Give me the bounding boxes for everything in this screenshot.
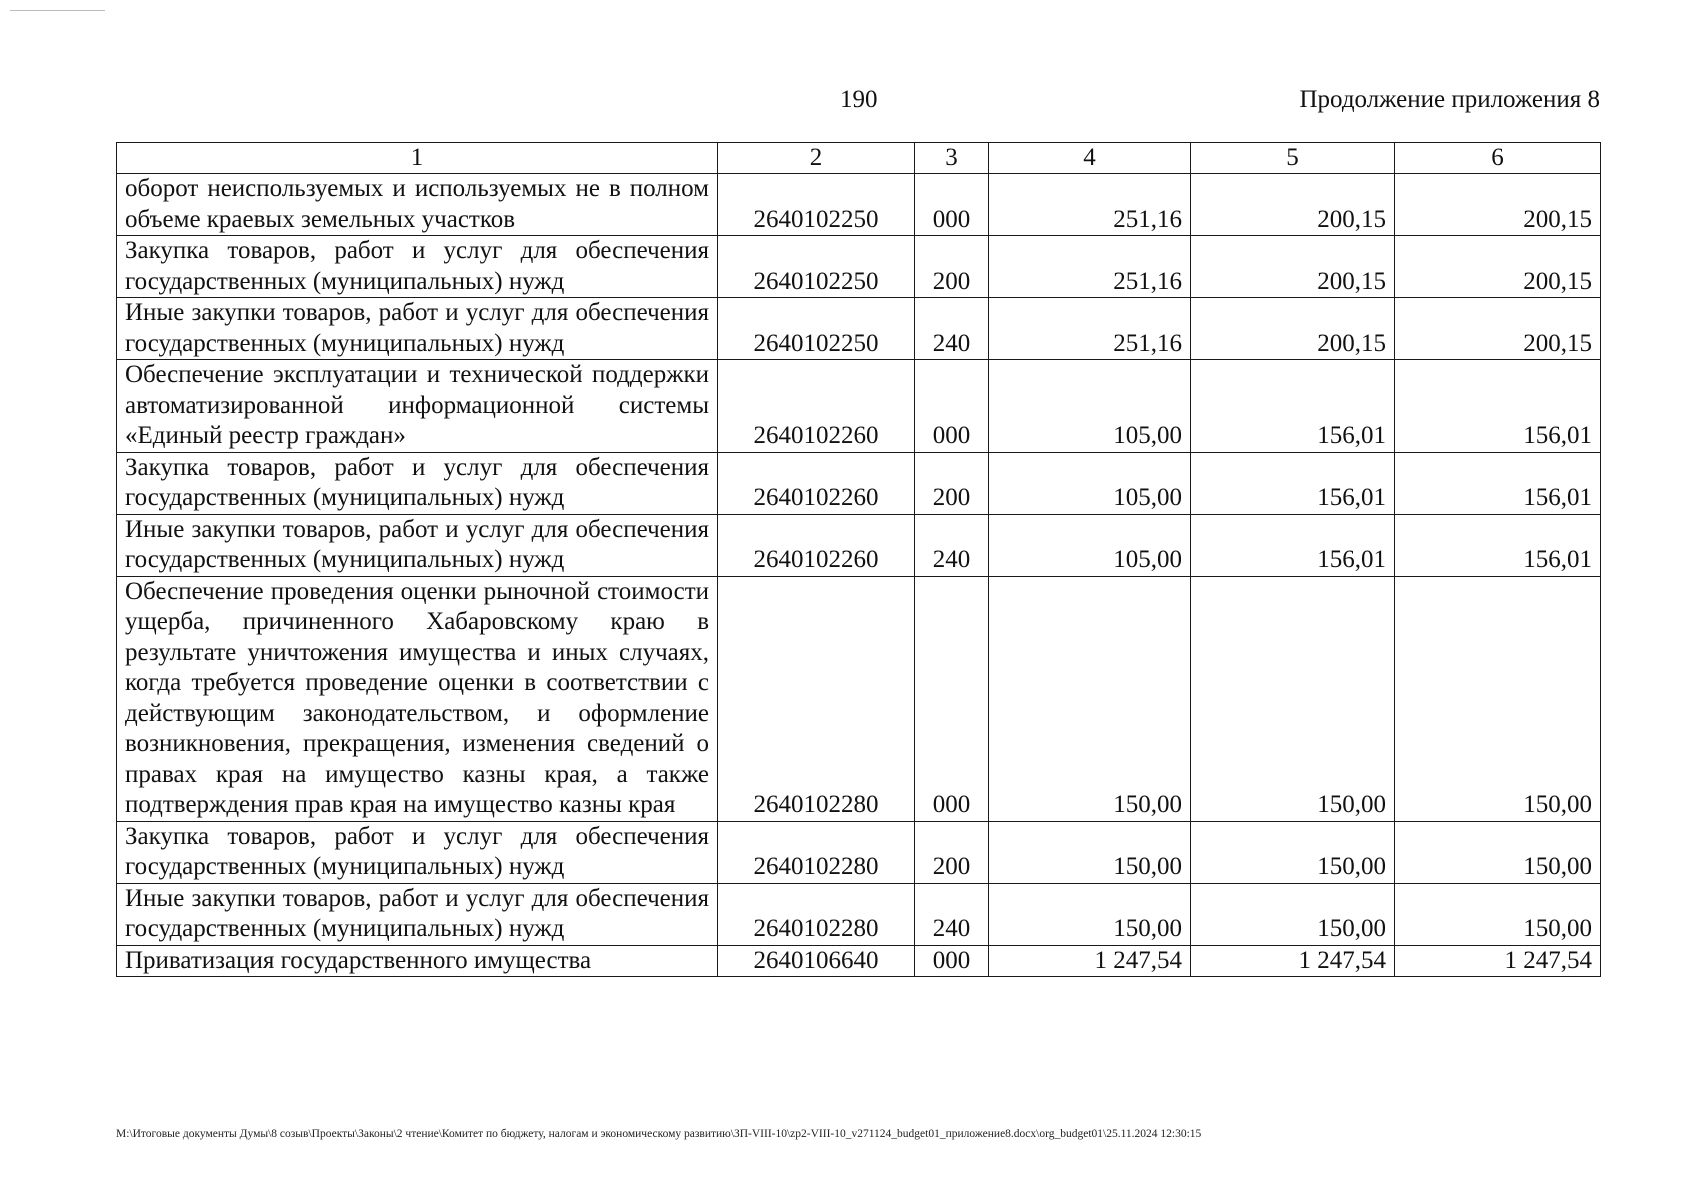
column-header: 3 <box>915 143 989 174</box>
target-article-code: 2640106640 <box>718 945 915 977</box>
amount-col-4: 105,00 <box>989 514 1191 576</box>
target-article-code: 2640102250 <box>718 174 915 236</box>
amount-col-6: 156,01 <box>1395 360 1601 453</box>
table-row <box>117 945 1601 977</box>
amount-col-6: 200,15 <box>1395 236 1601 298</box>
amount-col-4: 105,00 <box>989 360 1191 453</box>
amount-col-6: 150,00 <box>1395 821 1601 883</box>
target-article-code: 2640102260 <box>718 452 915 514</box>
amount-col-6: 156,01 <box>1395 514 1601 576</box>
amount-col-4: 251,16 <box>989 236 1191 298</box>
expense-name: Иные закупки товаров, работ и услуг для обеспечения государственных (муниципальных) нужд <box>117 514 718 576</box>
expense-kind-code: 200 <box>915 452 989 514</box>
column-header: 5 <box>1191 143 1395 174</box>
expense-kind-code: 000 <box>915 360 989 453</box>
target-article-code: 2640102250 <box>718 298 915 360</box>
expense-name: Иные закупки товаров, работ и услуг для обеспечения государственных (муниципальных) нужд <box>117 883 718 945</box>
page-number: 190 <box>840 86 878 113</box>
amount-col-5: 200,15 <box>1191 174 1395 236</box>
amount-col-5: 150,00 <box>1191 576 1395 821</box>
target-article-code: 2640102280 <box>718 821 915 883</box>
amount-col-4: 251,16 <box>989 298 1191 360</box>
target-article-code: 2640102260 <box>718 360 915 453</box>
expense-name: Закупка товаров, работ и услуг для обеспечения государственных (муниципальных) нужд <box>117 821 718 883</box>
amount-col-6: 156,01 <box>1395 452 1601 514</box>
expense-name: Приватизация государственного имущества <box>117 945 718 977</box>
table-row <box>117 174 1601 236</box>
continuation-title: Продолжение приложения 8 <box>1299 86 1600 113</box>
budget-table <box>116 142 1601 977</box>
amount-col-5: 150,00 <box>1191 883 1395 945</box>
target-article-code: 2640102280 <box>718 576 915 821</box>
amount-col-4: 150,00 <box>989 883 1191 945</box>
expense-kind-code: 000 <box>915 576 989 821</box>
expense-name: Обеспечение проведения оценки рыночной стоимости ущерба, причиненного Хабаровскому краю в результате уничтожения имущества и иных случаях, когда требуется проведение оценки в соответствии с действующим законодательством, и оформление возникновения, прекращения, изменения сведений о правах края на имущество казны края, а также подтверждения прав края на имущество казны края <box>117 576 718 821</box>
amount-col-5: 156,01 <box>1191 452 1395 514</box>
expense-name: Закупка товаров, работ и услуг для обеспечения государственных (муниципальных) нужд <box>117 236 718 298</box>
table-row <box>117 360 1601 453</box>
expense-name: оборот неиспользуемых и используемых не в полном объеме краевых земельных участков <box>117 174 718 236</box>
amount-col-4: 105,00 <box>989 452 1191 514</box>
amount-col-5: 156,01 <box>1191 360 1395 453</box>
table-row <box>117 298 1601 360</box>
amount-col-6: 200,15 <box>1395 298 1601 360</box>
expense-name: Закупка товаров, работ и услуг для обеспечения государственных (муниципальных) нужд <box>117 452 718 514</box>
amount-col-4: 150,00 <box>989 821 1191 883</box>
target-article-code: 2640102250 <box>718 236 915 298</box>
expense-kind-code: 000 <box>915 945 989 977</box>
amount-col-6: 150,00 <box>1395 576 1601 821</box>
table-row <box>117 236 1601 298</box>
table-row <box>117 576 1601 821</box>
expense-kind-code: 200 <box>915 236 989 298</box>
table-row <box>117 514 1601 576</box>
table-row <box>117 821 1601 883</box>
target-article-code: 2640102280 <box>718 883 915 945</box>
table-row <box>117 452 1601 514</box>
expense-kind-code: 240 <box>915 514 989 576</box>
target-article-code: 2640102260 <box>718 514 915 576</box>
column-header: 2 <box>718 143 915 174</box>
amount-col-5: 200,15 <box>1191 236 1395 298</box>
amount-col-5: 1 247,54 <box>1191 945 1395 977</box>
expense-kind-code: 240 <box>915 883 989 945</box>
amount-col-4: 150,00 <box>989 576 1191 821</box>
column-header: 1 <box>117 143 718 174</box>
column-number-header-row <box>117 143 1601 174</box>
document-file-path: M:\Итоговые документы Думы\8 созыв\Проекты\Законы\2 чтение\Комитет по бюджету, налогам и экономическому развитию\ЗП-VIII-10\zp2-VIII-10_v271124_budget01_приложение8.docx\org_budget01\25.11.2024 12:30:15 <box>116 1128 1202 1140</box>
expense-kind-code: 240 <box>915 298 989 360</box>
expense-name: Иные закупки товаров, работ и услуг для обеспечения государственных (муниципальных) нужд <box>117 298 718 360</box>
table-row <box>117 883 1601 945</box>
amount-col-4: 1 247,54 <box>989 945 1191 977</box>
amount-col-4: 251,16 <box>989 174 1191 236</box>
column-header: 4 <box>989 143 1191 174</box>
amount-col-6: 1 247,54 <box>1395 945 1601 977</box>
expense-kind-code: 000 <box>915 174 989 236</box>
scan-edge-mark <box>10 10 105 11</box>
expense-name: Обеспечение эксплуатации и технической поддержки автоматизированной информационной системы «Единый реестр граждан» <box>117 360 718 453</box>
amount-col-6: 150,00 <box>1395 883 1601 945</box>
expense-kind-code: 200 <box>915 821 989 883</box>
amount-col-5: 156,01 <box>1191 514 1395 576</box>
column-header: 6 <box>1395 143 1601 174</box>
amount-col-5: 200,15 <box>1191 298 1395 360</box>
amount-col-5: 150,00 <box>1191 821 1395 883</box>
amount-col-6: 200,15 <box>1395 174 1601 236</box>
